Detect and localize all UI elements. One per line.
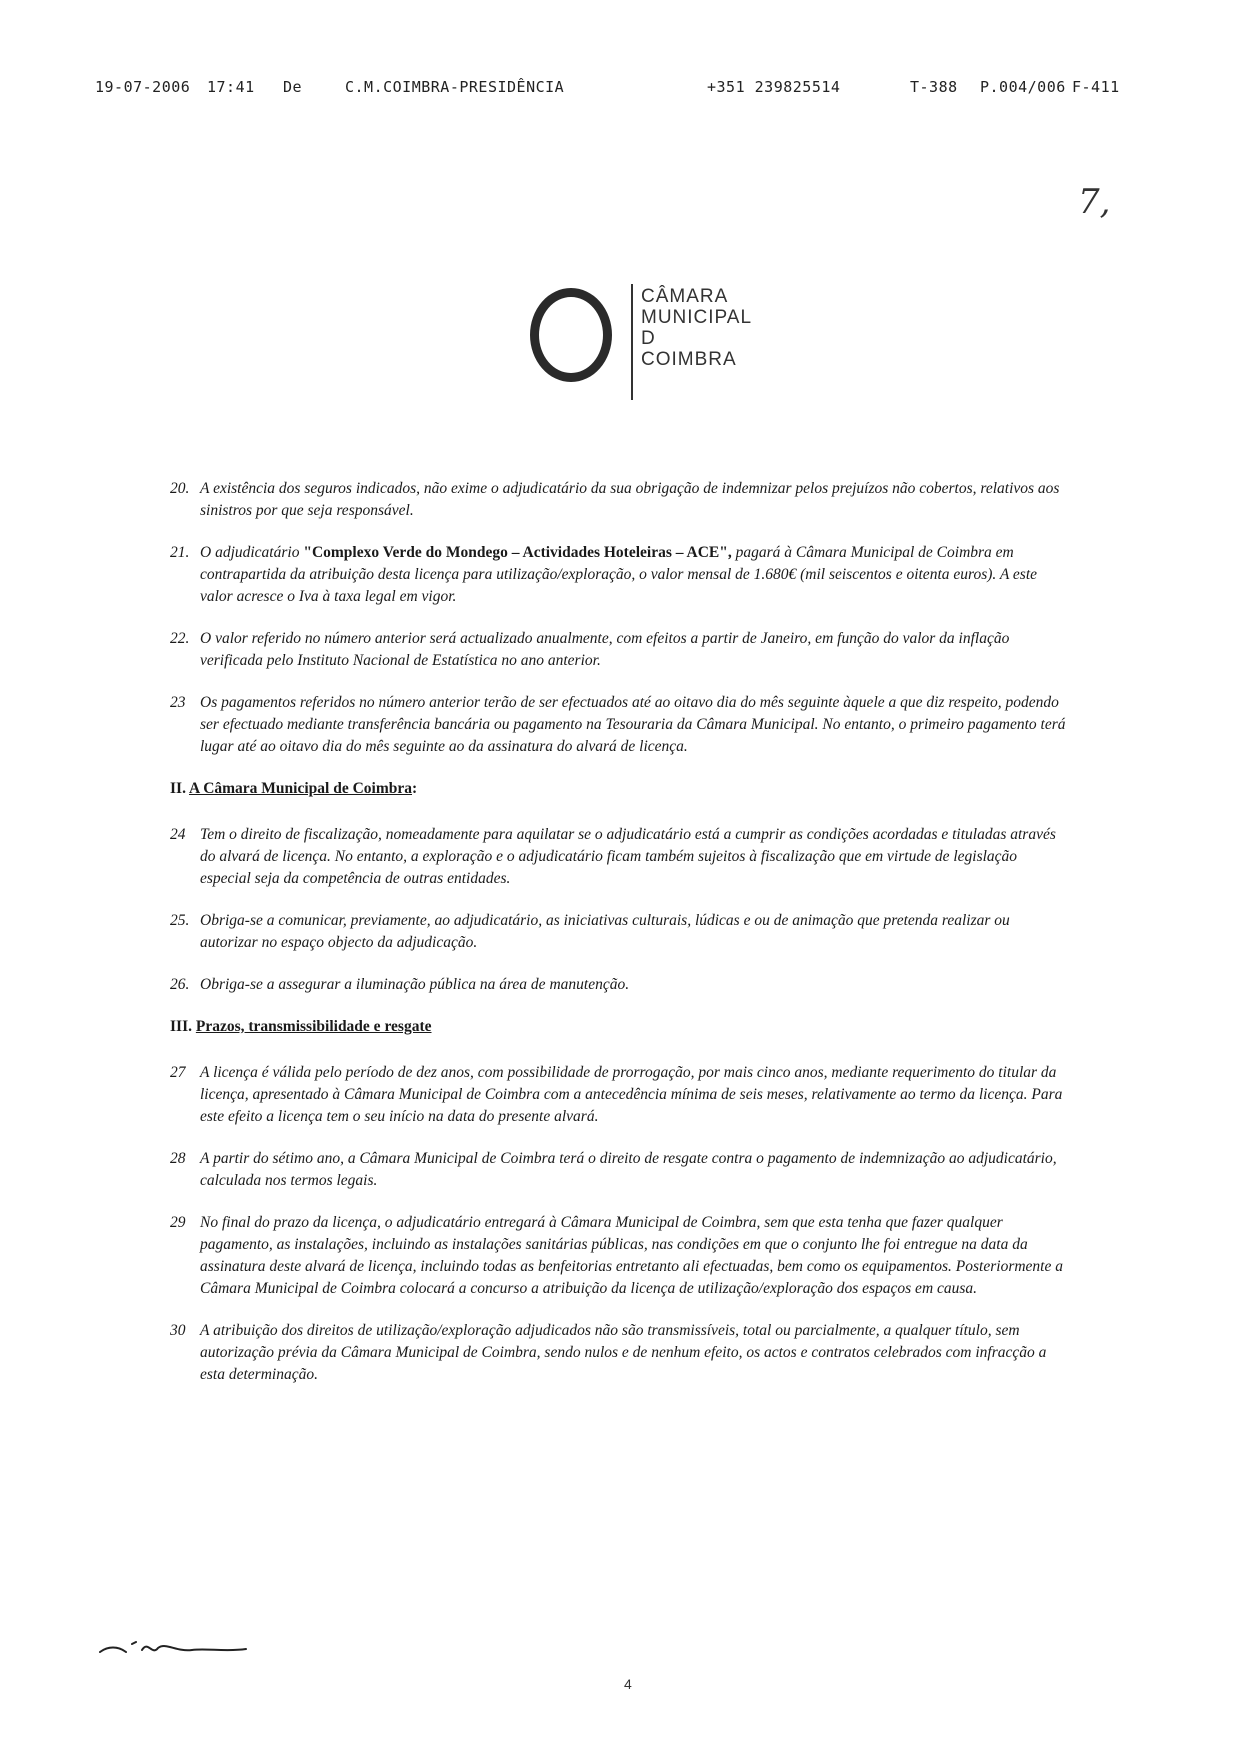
clause-text: A licença é válida pelo período de dez anos, com possibilidade de prorrogação, por mais cinco anos, mediante requerimento do titular da licença, apresentado à Câmara Municipal de Coimbra com a antecedência mínima de seis meses, relativamente ao termo da licença. Para este efeito a licença tem o seu início na data do presente alvará.	[200, 1064, 1063, 1125]
section-numeral: II.	[170, 780, 186, 797]
clause-26	[170, 974, 1070, 996]
clause-number: 21.	[170, 544, 190, 561]
clause-entity-name: "Complexo Verde do Mondego – Actividades Hoteleiras – ACE",	[303, 544, 732, 561]
page-number: 4	[624, 1676, 632, 1692]
section-title: Prazos, transmissibilidade e resgate	[195, 1018, 432, 1035]
clause-number: 25.	[170, 912, 190, 929]
clause-text: No final do prazo da licença, o adjudicatário entregará à Câmara Municipal de Coimbra, sem que esta tenha que fazer qualquer pagamento, as instalações, incluindo as instalações sanitárias públicas, nas condições em que o conjunto lhe foi entregue na data da assinatura deste alvará de licença, incluindo todas as benfeitorias entretanto ali efectuadas, bem como os equipamentos. Posteriormente a Câmara Municipal de Coimbra colocará a concurso a atribuição da licença de utilização/exploração dos espaços em causa.	[200, 1214, 1063, 1297]
logo-text	[641, 286, 752, 370]
clause-prefix: O adjudicatário	[200, 544, 304, 561]
clause-23	[170, 692, 1070, 758]
fax-time: 17:41	[207, 78, 255, 96]
logo-line: MUNICIPAL	[641, 307, 753, 328]
clause-29	[170, 1212, 1070, 1300]
fax-page: P.004/006	[980, 78, 1066, 96]
logo-line: D	[641, 328, 656, 349]
clause-24	[170, 824, 1070, 890]
fax-sender: C.M.COIMBRA-PRESIDÊNCIA	[345, 78, 565, 96]
section-heading-2	[170, 778, 1070, 800]
clause-text: Obriga-se a comunicar, previamente, ao adjudicatário, as iniciativas culturais, lúdicas e ou de animação que pretenda realizar ou autorizar no espaço objecto da adjudicação.	[200, 912, 1010, 951]
logo-divider	[631, 284, 633, 400]
fax-header	[95, 78, 1135, 100]
clause-text: A partir do sétimo ano, a Câmara Municipal de Coimbra terá o direito de resgate contra o pagamento de indemnização ao adjudicatário, calculada nos termos legais.	[200, 1150, 1057, 1189]
clause-number: 27	[170, 1064, 186, 1081]
clause-number: 20.	[170, 480, 190, 497]
section-suffix: :	[412, 780, 418, 797]
clause-number: 26.	[170, 976, 190, 993]
clause-text: Obriga-se a assegurar a iluminação pública na área de manutenção.	[200, 976, 630, 993]
clause-text: A atribuição dos direitos de utilização/exploração adjudicados não são transmissíveis, total ou parcialmente, a qualquer título, sem autorização prévia da Câmara Municipal de Coimbra, sendo nulos e de nenhum efeito, os actos e contratos celebrados com infracção a esta determinação.	[200, 1322, 1047, 1383]
clause-25	[170, 910, 1070, 954]
fax-from-label: De	[283, 78, 303, 96]
clause-number: 29	[170, 1214, 186, 1231]
clause-number: 30	[170, 1322, 186, 1339]
logo-line: CÂMARA	[641, 286, 729, 307]
clause-27	[170, 1062, 1070, 1128]
clause-30	[170, 1320, 1070, 1386]
fax-t-code: T-388	[910, 78, 958, 96]
clause-28	[170, 1148, 1070, 1192]
clause-text: O valor referido no número anterior será actualizado anualmente, com efeitos a partir de Janeiro, em função do valor da inflação verificada pelo Instituto Nacional de Estatística no ano anterior.	[200, 630, 1010, 669]
clause-number: 23	[170, 694, 186, 711]
clause-number: 28	[170, 1150, 186, 1167]
fax-f-code: F-411	[1072, 78, 1120, 96]
logo-ring-icon	[530, 288, 612, 382]
logo-line: COIMBRA	[641, 349, 737, 370]
section-heading-3	[170, 1016, 1070, 1038]
section-title: A Câmara Municipal de Coimbra	[188, 780, 413, 797]
clause-text: A existência dos seguros indicados, não exime o adjudicatário da sua obrigação de indemnizar pelos prejuízos não cobertos, relativos aos sinistros por que seja responsável.	[200, 480, 1060, 519]
fax-phone: +351 239825514	[707, 78, 841, 96]
clause-text: Os pagamentos referidos no número anterior terão de ser efectuados até ao oitavo dia do mês seguinte àquele a que diz respeito, podendo ser efectuado mediante transferência bancária ou pagamento na Tesouraria da Câmara Municipal. No entanto, o primeiro pagamento terá lugar até ao oitavo dia do mês seguinte ao da assinatura do alvará de licença.	[200, 694, 1066, 755]
clause-22	[170, 628, 1070, 672]
clause-20	[170, 478, 1070, 522]
municipal-logo	[528, 282, 758, 402]
document-body	[170, 478, 1070, 1406]
fax-date: 19-07-2006	[95, 78, 191, 96]
clause-text: pagará à Câmara Municipal de Coimbra em contrapartida da atribuição desta licença para utilização/exploração, o valor mensal de 1.680€ (mil seiscentos e oitenta euros). A este valor acresce o Iva à taxa legal em vigor.	[200, 544, 1038, 605]
clause-number: 24	[170, 826, 186, 843]
clause-number: 22.	[170, 630, 190, 647]
signature-scribble	[96, 1632, 256, 1662]
clause-21	[170, 542, 1070, 608]
handwritten-page-number: 7,	[1078, 182, 1111, 222]
clause-text: Tem o direito de fiscalização, nomeadamente para aquilatar se o adjudicatário está a cumprir as condições acordadas e tituladas através do alvará de licença. No entanto, a exploração e o adjudicatário ficam também sujeitos à fiscalização que em virtude de legislação especial seja da competência de outras entidades.	[200, 826, 1056, 887]
section-numeral: III.	[170, 1018, 192, 1035]
